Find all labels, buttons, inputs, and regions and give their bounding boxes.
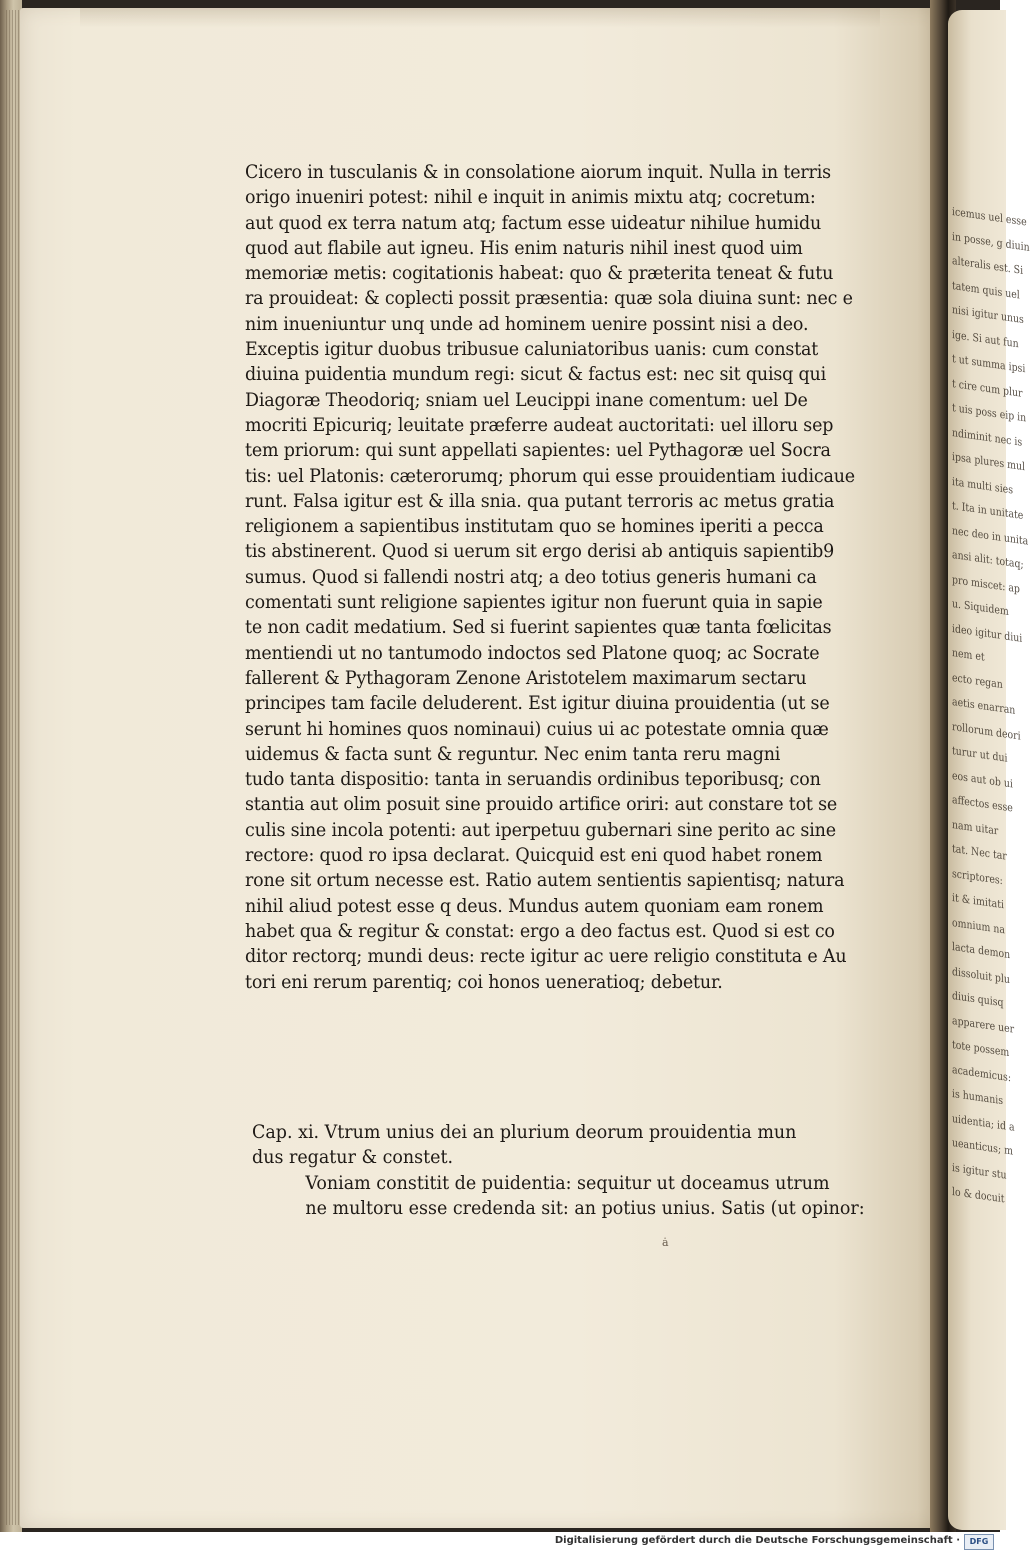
right-page-line: t ut summa ipsi — [952, 352, 1026, 376]
right-page-line: nec deo in unita — [952, 523, 1029, 548]
text-line: te non cadit medatium. Sed si fuerint sapientes quæ tanta fœlicitas — [245, 616, 832, 639]
text-line: tis: uel Platonis: cæterorumq; phorum qui esse prouidentiam iudicaue — [245, 464, 855, 487]
right-page-line: it & imitati — [952, 891, 1004, 912]
page-stain — [80, 8, 880, 28]
text-line: nim inueniuntur unq unde ad hominem uenire possint nisi a deo. — [245, 312, 809, 335]
text-line: origo inueniri potest: nihil e inquit in animis mixtu atq; cocretum: — [245, 186, 816, 209]
text-line: rectore: quod ro ipsa declarat. Quicquid est eni quod habet ronem — [245, 844, 823, 867]
chapter-line: ne multoru esse credenda sit: an potius unius. Satis (ut opinor: — [305, 1196, 865, 1219]
text-line: religionem a sapientibus institutam quo se homines iperiti a pecca — [245, 515, 824, 538]
right-page-line: nisi igitur unus — [952, 303, 1024, 327]
text-line: tem priorum: qui sunt appellati sapientes: uel Pythagoræ uel Socra — [245, 439, 831, 462]
right-page-line: ipsa plures mul — [952, 450, 1025, 474]
text-line: tudo tanta dispositio: tanta in seruandis ordinibus teporibusq; con — [245, 768, 821, 791]
text-line: Exceptis igitur duobus tribusue caluniatoribus uanis: cum constat — [245, 338, 819, 361]
right-page-line: pro miscet: ap — [952, 572, 1020, 596]
chapter-line: dus regatur & constet. — [252, 1146, 454, 1169]
text-line: ra prouideat: & coplecti possit præsentia: quæ sola diuina sunt: nec e — [245, 287, 853, 310]
text-line: tis abstinerent. Quod si uerum sit ergo derisi ab antiquis sapientib9 — [245, 540, 835, 563]
text-line: quod aut flabile aut igneu. His enim naturis nihil inest quod uim — [245, 236, 803, 259]
line-mark: ȧ — [662, 1236, 669, 1249]
right-page-line: t cire cum plur — [952, 376, 1023, 400]
right-page-line: turur ut dui — [952, 744, 1008, 765]
text-line: fallerent & Pythagoram Zenone Aristotelem maximarum sectaru — [245, 666, 807, 689]
text-line: sumus. Quod si fallendi nostri atq; a deo totius generis humani ca — [245, 565, 817, 588]
right-page-line: icemus uel esse — [952, 205, 1027, 229]
right-page-line: apparere uer — [952, 1013, 1015, 1036]
text-line: Cicero in tusculanis & in consolatione aiorum inquit. Nulla in terris — [245, 161, 831, 183]
right-page-line: lacta demon — [952, 940, 1011, 962]
text-line: runt. Falsa igitur est & illa snia. qua putant terroris ac metus gratia — [245, 489, 835, 512]
page-stack-edge — [0, 0, 22, 1532]
right-page-line: dissoluit plu — [952, 964, 1010, 986]
right-page-line: rollorum deori — [952, 719, 1021, 743]
text-line: culis sine incola potenti: aut iperpetuu gubernari sine perito ac sine — [245, 818, 836, 841]
right-page-line: aetis enarran — [952, 695, 1016, 717]
right-page-line: diuis quisq — [952, 989, 1004, 1010]
main-text-block — [245, 160, 870, 995]
footer-bar — [0, 1532, 1000, 1552]
right-page-line: scriptores: — [952, 866, 1003, 887]
text-line: comentati sunt religione sapientes igitur non fuerunt quia in sapie — [245, 591, 823, 614]
right-page-line: tat. Nec tar — [952, 842, 1007, 863]
text-line: nihil aliud potest esse q deus. Mundus autem quoniam eam ronem — [245, 894, 824, 917]
right-page-line: academicus: — [952, 1062, 1011, 1084]
dfg-logo: DFG — [964, 1534, 994, 1550]
text-line: Diagoræ Theodoriq; sniam uel Leucippi inane comentum: uel De — [245, 388, 808, 411]
right-page-line: lo & docuit — [952, 1185, 1005, 1206]
text-line: serunt hi homines quos nominaui) cuius ui ac potestate omnia quæ — [245, 717, 829, 740]
right-page-text — [952, 200, 1030, 1214]
right-page-line: is igitur stu — [952, 1160, 1007, 1182]
right-page-line: in posse, g diuin — [952, 229, 1030, 254]
right-page-line: omnium na — [952, 915, 1005, 936]
right-page-line: ansi alit: totaq; — [952, 548, 1024, 572]
text-line: mentiendi ut no tantumodo indoctos sed Platone quoq; ac Socrate — [245, 641, 820, 664]
chapter-line: Voniam constitit de puidentia: sequitur ut doceamus utrum — [305, 1171, 830, 1194]
footer-credit: Digitalisierung gefördert durch die Deutsche Forschungsgemeinschaft · — [554, 1535, 960, 1546]
right-page-line: nem et — [952, 646, 985, 664]
right-page-line: ideo igitur diui — [952, 621, 1023, 645]
right-page-line: ige. Si aut fun — [952, 327, 1019, 350]
right-page-line: u. Siquidem — [952, 597, 1009, 618]
right-page-line: nam uitar — [952, 817, 999, 838]
right-page-line: is humanis — [952, 1087, 1004, 1108]
right-page-line: eos aut ob ui — [952, 768, 1013, 791]
text-line: diuina puidentia mundum regi: sicut & factus est: nec sit quisq qui — [245, 363, 827, 386]
right-page-line: uidentia; id a — [952, 1111, 1015, 1134]
chapter-block — [252, 1120, 877, 1221]
right-page-fragment — [948, 10, 1030, 1530]
page-stack-lines — [6, 10, 20, 1525]
text-line: tori eni rerum parentiq; coi honos ueneratioq; debetur. — [245, 970, 723, 993]
right-page-line: ecto regan — [952, 670, 1003, 691]
text-line: habet qua & regitur & constat: ergo a deo factus est. Quod si est co — [245, 919, 835, 942]
right-page-line: ueanticus; m — [952, 1136, 1013, 1158]
text-line: uidemus & facta sunt & reguntur. Nec enim tanta reru magni — [245, 742, 781, 765]
text-line: rone sit ortum necesse est. Ratio autem sentientis sapientisq; natura — [245, 869, 845, 892]
right-page-line: tatem quis uel — [952, 278, 1020, 302]
right-page-line: t uis poss eip in — [952, 401, 1027, 425]
text-line: aut quod ex terra natum atq; factum esse uideatur nihilue humidu — [245, 211, 822, 234]
right-page-line: ndiminit nec is — [952, 425, 1023, 449]
right-page-line: tote possem — [952, 1038, 1010, 1060]
right-page-line: alteralis est. Si — [952, 254, 1024, 277]
right-page-line: t. Ita in unitate — [952, 499, 1024, 523]
chapter-heading: Cap. xi. Vtrum unius dei an plurium deorum prouidentia mun — [252, 1121, 797, 1143]
text-line: memoriæ metis: cogitationis habeat: quo & præterita teneat & futu — [245, 262, 834, 285]
text-line: mocriti Epicuriq; leuitate præferre audeat auctoritati: uel illoru sep — [245, 413, 834, 436]
text-line: principes tam facile deluderent. Est igitur diuina prouidentia (ut se — [245, 692, 830, 715]
right-page-line: affectos esse — [952, 793, 1013, 815]
right-page-line: ita multi sies — [952, 474, 1014, 497]
text-line: ditor rectorq; mundi deus: recte igitur ac uere religio constituta e Au — [245, 945, 847, 968]
text-line: stantia aut olim posuit sine prouido artifice oriri: aut constare tot se — [245, 793, 838, 816]
